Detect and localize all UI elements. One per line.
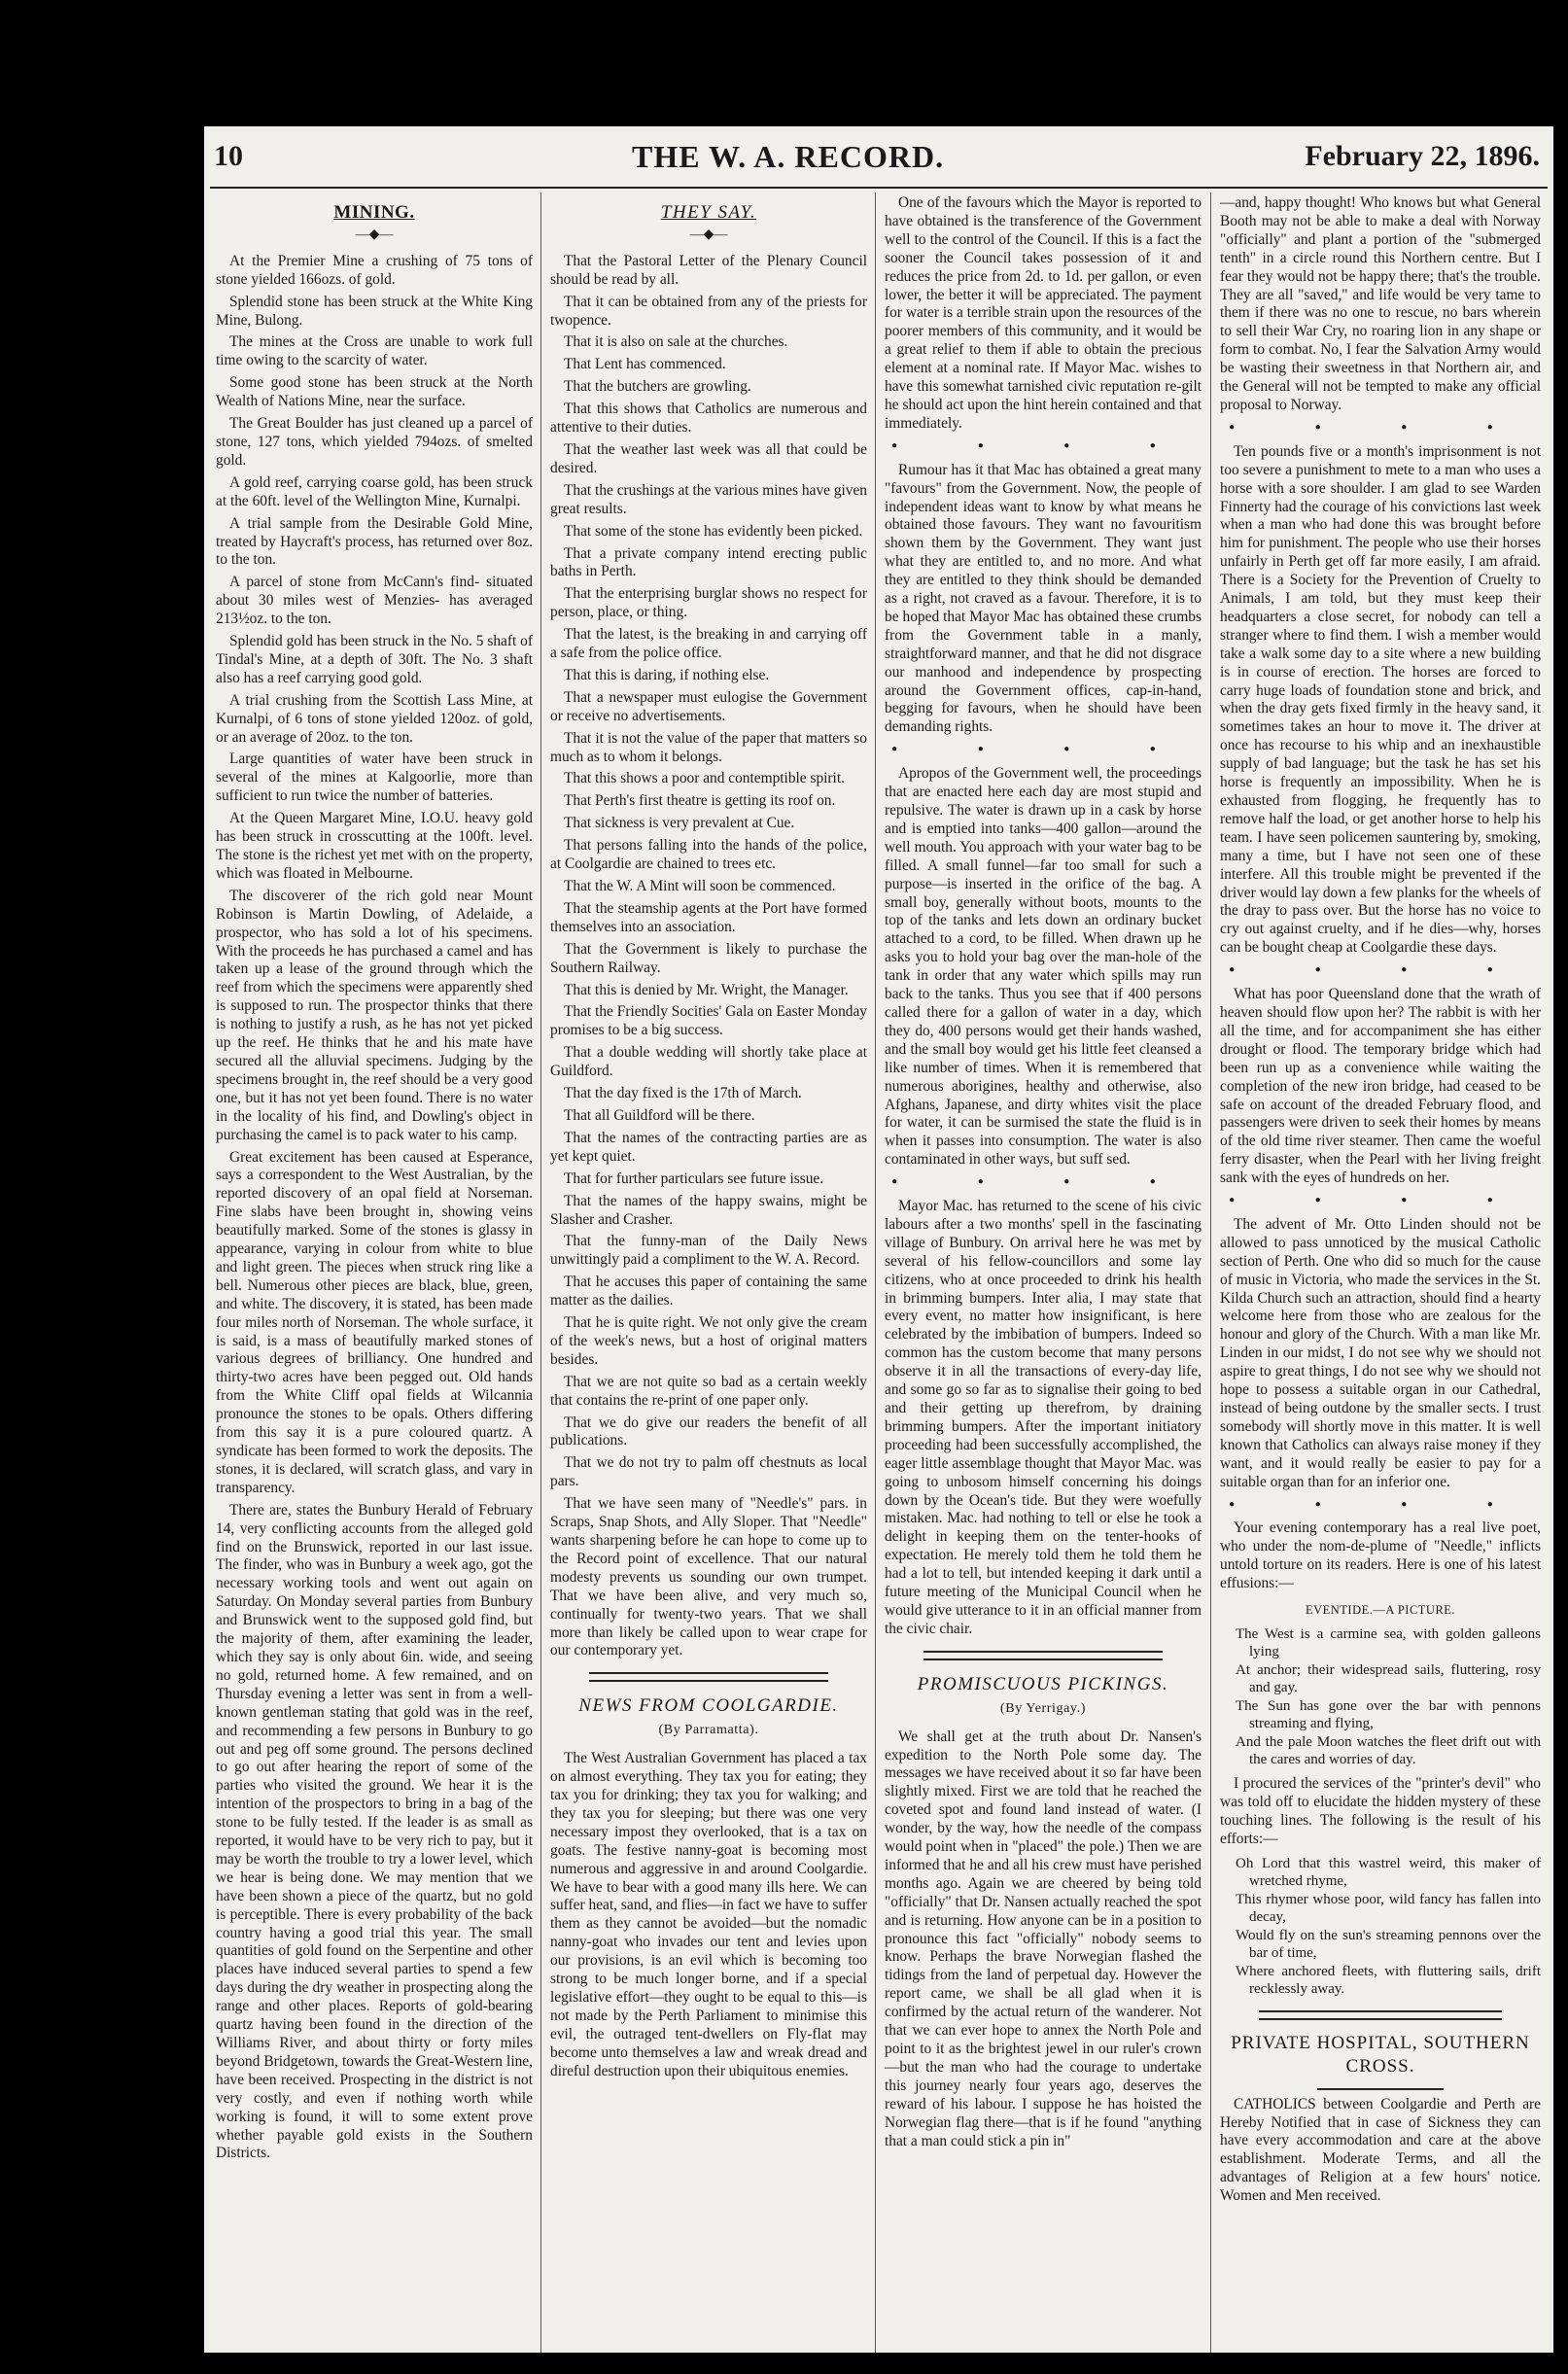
paragraph: That we have seen many of "Needle's" pars. in Scraps, Snap Shots, and Ally Sloper. That "Needle" wants sharpening before he can hope to come up to the Record point of excellence. That our natural modesty prevents us sounding our own trumpet. That we have been alive, and very much so, continually for twenty-two years. That we shall more than likely be called upon to wear crape for our contemporary yet. bbox=[550, 1495, 867, 1659]
paragraph: That the funny-man of the Daily News unwittingly paid a compliment to the W. A. Record. bbox=[550, 1233, 867, 1269]
ornament: —◆— bbox=[689, 227, 728, 242]
paragraph: Some good stone has been struck at the North Wealth of Nations Mine, near the surface. bbox=[216, 374, 533, 410]
paragraph: Great excitement has been caused at Esperance, says a correspondent to the West Australian, by the reported discovery of an opal field at Norseman. Fine slabs have been brought in, showing veins beautifully marked. Some of the stones is glassy in appearance, varying in colour from white to blue and light green. The pieces when struck ring like a bell. Numerous other pieces are black, blue, green, and white. The discovery, it is stated, has been made four miles north of Norseman. The whole surface, it is said, is a mass of beautifully marked stones of various degrees of brilliancy. One hundred and thirty-two acres have been pegged out. Old hands from the White Cliff opal fields at Wilcannia pronounce the stones to be opals. Others differing from this say it is a pure coloured quartz. A syndicate has been formed to work the deposits. The stones, it is declared, will scratch glass, and vary in transparency. bbox=[216, 1148, 533, 1496]
paragraph: That it is also on sale at the churches. bbox=[564, 333, 788, 351]
paragraph: Your evening contemporary has a real live poet, who under the nom-de-plume of "Needle," inflicts untold torture on its readers. Here is one of his latest effusions:— bbox=[1220, 1519, 1541, 1592]
paragraph: There are, states the Bunbury Herald of February 14, very conflicting accounts from the alleged gold find on the Brunswick, reported in our last issue. The finder, who was in Bunbury a week ago, got the necessary working tools and went out again on Saturday. On Monday several parties from Bunbury and Brunswick went to the supposed gold find, but the majority of them, after examining the leader, which they say is only about 6in. wide, and seeing no gold, returned home. A few remained, and on Thursday evening a letter was sent in from a well-known gentleman stating that gold was in the reef, and recommending a few persons in Bunbury to go out and peg off some ground. The persons declined to go out after hearing the report of some of the parties who visited the ground. We hear it is the intention of the prospectors to bring in a bag of the stone to be fully tested. If the leader is as small as reported, it would have to be very rich to pay, but it may be worth the trouble to try a lower level, which we hear is being done. We may mention that we have been shown a piece of the quartz, but no gold is perceptible. There is every probability of the back country having a good trial this year. The small quantities of gold found on the Serpentine and other places have induced several parties to spend a few days during the dry weather in prospecting along the range and other places. Reports of gold-bearing quartz having been found in the direction of the Williams River, and about thirty or forty miles beyond Bridgetown, towards the Great-Western line, have been received. Prospecting in the district is not very costly, and even if nothing worth while working is found, it will to some extent prove whether payable gold exists in the Southern Districts. bbox=[216, 1501, 533, 2162]
paragraph: That the crushings at the various mines have given great results. bbox=[550, 481, 867, 517]
paper-sheet bbox=[204, 126, 1553, 2353]
paragraph: What has poor Queensland done that the wrath of heaven should flow upon her? The rabbit is with her all the time, and for accompaniment she has either drought or flood. The temporary bridge which had been run up as a convenience while waiting the completion of the new iron bridge, had ceased to be safe on account of the dreaded February flood, and passengers were driven to seek their homes by means of the old time river steamer. Then came the woeful ferry disaster, when the Pearl with her living freight sank with the eyes of hundreds on her. bbox=[1220, 986, 1541, 1187]
paragraph: A trial sample from the Desirable Gold Mine, treated by Haycraft's process, has returned over 8oz. to the ton. bbox=[216, 514, 533, 569]
paragraph: Mayor Mac. has returned to the scene of his civic labours after a two months' spell in the fascinating village of Bunbury. On arrival here he was met by several of his fellow-councillors and some lay citizens, who at once proceeded to drink his health in brimming bumpers. Inter alia, I may state that every event, no matter how insignificant, is here celebrated by the imbibation of bumpers. Indeed so common has the custom become that many persons observe it in all the transactions of every-day life, and some go so far as to signalise their going to bed and their getting up therefrom, by draining brimming bumpers. After the important initiatory proceeding had been successfully accomplished, the eager little assemblage thought that Mayor Mac. was going to unbosom himself concerning his doings down by the Ocean's tide. But they were woefully mistaken. Mac. had nothing to tell or else he took a delight in keeping them on the tenter-hooks of expectation. He merely told them he told them he had a lot to tell, but intended keeping it dark until a future meeting of the Municipal Council when he would give utterance to it in an official manner from the civic chair. bbox=[885, 1198, 1202, 1637]
paragraph: That Perth's first theatre is getting its roof on. bbox=[564, 792, 836, 810]
paragraph: That the weather last week was all that could be desired. bbox=[550, 440, 867, 476]
section-stars: ● ● ● ● bbox=[891, 439, 1195, 451]
paragraph: The West Australian Government has placed a tax on almost everything. They tax you for eating; they tax you for drinking; they tax you for walking; and they tax you for sleeping; but there was one very necessary impost they overlooked, that is a tax on goats. The festive nanny-goat is becoming most numerous and aggressive in and around Coolgardie. We have to bear with a good many ills here. We can suffer heat, sand, and flies—in fact we have to suffer them as they cannot be avoided—but the nomadic nanny-goat who invades our tent and levies upon our provisions, is an evil which is becoming too strong to be much longer borne, and if a special legislative effort—they ought to be equal to this—is not made by the Perth Parliament to minimise this evil, the outraged tent-dwellers on Fly-flat may become unto themselves a law and wreak dread and direful destruction upon their ubiquitous enemies. bbox=[550, 1750, 867, 2079]
paragraph: That the steamship agents at the Port have formed themselves into an association. bbox=[550, 899, 867, 935]
paragraph: That he accuses this paper of containing the same matter as the dailies. bbox=[550, 1274, 867, 1309]
poem-line: Would fly on the sun's streaming pennons over the bar of time, bbox=[1236, 1927, 1541, 1962]
poem-line: Oh Lord that this wastrel weird, this maker of wretched rhyme, bbox=[1236, 1855, 1541, 1890]
paragraph: That this is denied by Mr. Wright, the Manager. bbox=[564, 981, 849, 998]
paragraph: That the day fixed is the 17th of March. bbox=[564, 1085, 802, 1102]
paragraph: The Great Boulder has just cleaned up a parcel of stone, 127 tons, which yielded 794ozs. of smelted gold. bbox=[216, 415, 533, 469]
byline: (By Yerrigay.) bbox=[1000, 1700, 1086, 1716]
section-rule bbox=[923, 1651, 1163, 1660]
poem-line: And the pale Moon watches the fleet drift out with the cares and worries of day. bbox=[1236, 1733, 1541, 1768]
paragraph: That this shows that Catholics are numerous and attentive to their duties. bbox=[550, 401, 867, 436]
paragraph: A trial crushing from the Scottish Lass Mine, at Kurnalpi, of 6 tons of stone yielded 120oz. of gold, or an average of 20oz. to the ton. bbox=[216, 691, 533, 746]
poem bbox=[1236, 1625, 1541, 1769]
section-heading-mining: MINING. bbox=[333, 202, 415, 223]
paragraph: That this is daring, if nothing else. bbox=[564, 666, 770, 683]
paragraph: That the butchers are growling. bbox=[564, 378, 751, 396]
ornament: —◆— bbox=[355, 227, 394, 242]
paragraph: At the Premier Mine a crushing of 75 tons of stone yielded 166ozs. of gold. bbox=[216, 252, 533, 288]
section-stars: ● ● ● ● bbox=[1229, 964, 1532, 976]
section-stars: ● ● ● ● bbox=[891, 1176, 1195, 1188]
paragraph: The advent of Mr. Otto Linden should not be allowed to pass unnoticed by the musical Catholic section of Perth. One who did so much for the cause of music in Victoria, who made the services in the St. Kilda Church such an attraction, should find a hearty welcome here from those who are zealous for the honour and glory of the Church. With a man like Mr. Linden in our midst, I do not see why we should not aspire to great things, I do not see why we should not hope to possess a suitable organ in our Cathedral, instead of being outdone by the smaller sects. I trust somebody will shortly move in this matter. It is well known that Catholics can always raise money if they want, and it would really be easier to pay for a suitable organ than for an inferior one. bbox=[1220, 1215, 1541, 1490]
paragraph: That the Friendly Socities' Gala on Easter Monday promises to be a big success. bbox=[550, 1003, 867, 1039]
they-say-body bbox=[550, 253, 867, 1661]
paragraph: At the Queen Margaret Mine, I.O.U. heavy gold has been struck in crosscutting at the 100ft. level. The stone is the richest yet met with on the property, which was floated in Melbourne. bbox=[216, 810, 533, 882]
paragraph: That we are not quite so bad as a certain weekly that contains the re-print of one paper only. bbox=[550, 1373, 867, 1409]
section-stars: ● ● ● ● bbox=[1229, 1195, 1532, 1206]
poem-line: The West is a carmine sea, with golden galleons lying bbox=[1236, 1625, 1541, 1660]
paragraph: Splendid gold has been struck in the No. 5 shaft of Tindal's Mine, at a depth of 30ft. The No. 3 shaft also has a reef carrying good gold. bbox=[216, 633, 533, 686]
paragraph: That a newspaper must eulogise the Government or receive no advertisements. bbox=[550, 688, 867, 724]
section-stars: ● ● ● ● bbox=[891, 744, 1195, 755]
column-divider bbox=[1210, 192, 1211, 2353]
header-rule bbox=[210, 187, 1548, 189]
section-stars: ● ● ● ● bbox=[1229, 1498, 1532, 1510]
paragraph: We shall get at the truth about Dr. Nansen's expedition to the North Pole some day. The messages we have received about it so far have been slightly mixed. First we are told that he reached the coveted spot and found land instead of water. (I wonder, by the way, how the needle of the compass would point when in "placed" the pole.) Then we are informed that he and all his crew must have perished months ago. Again we are cheered by being told "officially" that Dr. Nansen actually reached the spot and is returning. How anyone can be in a position to pronounce this fact "officially" nobody seems to know. Perhaps the brave Norwegian flashed the tidings from the land of perpetual day. However the report came, we shall be all glad when it is confirmed by the actual return of the wanderer. Not that we can ever hope to annex the North Pole and point to it as the brightest jewel in our ruler's crown—but the man who had the courage to undertake this journey nearly four years ago, deserves the reward of his labour. I suppose he has hoisted the Norwegian flag there—that is if he found "anything that a man could stick a pin in" bbox=[885, 1728, 1202, 2149]
paragraph: The mines at the Cross are unable to work full time owing to the scarcity of water. bbox=[216, 333, 533, 369]
paragraph: Large quantities of water have been struck in several of the mines at Kalgoorlie, more than sufficient to run twice the number of batteries. bbox=[216, 751, 533, 805]
column-divider bbox=[540, 192, 541, 2353]
poem-line: This rhymer whose poor, wild fancy has fallen into decay, bbox=[1236, 1891, 1541, 1926]
paragraph: —and, happy thought! Who knows but what General Booth may not be able to make a deal with Norway "officially" and plant a portion of the "submerged tenth" in a circle round this Northern centre. But I fear they would not be happy there; that's the trouble. They are all "saved," and life would be very tame to them if there was no one to rescue, no bars wherein to sell their War Cry, no roaring lion in any shape or form to combat. No, I fear the Salvation Army would be wasting their sweetness in that Northern air, and the General will not be tempted to make any official proposal to Norway. bbox=[1220, 194, 1541, 413]
paragraph: A parcel of stone from McCann's find- situated about 30 miles west of Menzies- has averaged 213½oz. to the ton. bbox=[216, 574, 533, 628]
paragraph: That this shows a poor and contemptible spirit. bbox=[564, 770, 845, 787]
paragraph: That sickness is very prevalent at Cue. bbox=[564, 815, 795, 832]
paragraph: That some of the stone has evidently been picked. bbox=[564, 522, 863, 540]
paragraph: CATHOLICS between Coolgardie and Perth are Hereby Notified that in case of Sickness they can have every accommodation and care at the above establishment. Moderate Terms, and all the advantages of Religion at a few hours' notice. Women and Men received. bbox=[1220, 2095, 1541, 2205]
paragraph: That a double wedding will shortly take place at Guildford. bbox=[550, 1044, 867, 1080]
paragraph: That for further particulars see future issue. bbox=[564, 1170, 824, 1187]
poem-line: Where anchored fleets, with fluttering sails, drift recklessly away. bbox=[1236, 1963, 1541, 1998]
masthead: THE W. A. RECORD. bbox=[632, 139, 945, 174]
column-2 bbox=[550, 194, 867, 2343]
section-rule bbox=[1259, 2010, 1502, 2020]
section-heading-promiscuous-pickings: PROMISCUOUS PICKINGS. bbox=[917, 1673, 1169, 1694]
paragraph: That the enterprising burglar shows no respect for person, place, or thing. bbox=[550, 585, 867, 621]
paragraph: That the Government is likely to purchase the Southern Railway. bbox=[550, 940, 867, 976]
paragraph: Splendid stone has been struck at the White King Mine, Bulong. bbox=[216, 293, 533, 329]
paragraph: That it can be obtained from any of the priests for twopence. bbox=[550, 293, 867, 329]
paragraph: I procured the services of the "printer's devil" who was told off to elucidate the hidden mystery of these touching lines. The following is the result of his efforts:— bbox=[1220, 1774, 1541, 1847]
paragraph: Ten pounds five or a month's imprisonment is not too severe a punishment to mete to a man who uses a horse with a sore shoulder. I am glad to see Warden Finnerty had the courage of his convictions last week when a man who had done this was brought before him for punishment. The people who use their horses unfairly in Perth get off far more easily, I am afraid. There is a Society for the Prevention of Cruelty to Animals, I am told, but they must keep their headquarters a close secret, for nobody can tell a stranger where to find them. I wish a member would take a walk some day to a site where a new building is in course of erection. The horses are forced to carry huge loads of foundation stone and brick, and when the dray gets fixed firmly in the heavy sand, it sometimes takes an hour to move it. The driver at once has recourse to his whip and an inexhaustible supply of bad language; but the task he has set his horse is frequently an impossibility. When he is exhausted from flogging, he frequently has to remove half the load, or get another horse to help his team. I have seen policemen sauntering by, smoking, many a time, but I have not seen one of these interfere. All this trouble might be prevented if the driver would lay down a few planks for the wheels of the dray to pass over. But the horse has no voice to cry out against cruelty, and if he dies—why, horses can be bought cheap at Coolgardie these days. bbox=[1220, 442, 1541, 957]
paragraph: That the names of the happy swains, might be Slasher and Crasher. bbox=[550, 1192, 867, 1228]
paragraph: The discoverer of the rich gold near Mount Robinson is Martin Dowling, of Adelaide, a prospector, who has sold a lot of his specimens. With the proceeds he has purchased a camel and has taken up a lease of the ground through which the reef from which the specimens were apparently shed is supposed to run. The prospector thinks that there is nothing to justify a rush, as he has not yet picked up the reef. He thinks that he and his mate have secured all the alluvial specimens. Judging by the specimens brought in, the reef should be a very good one, but it has not yet been found. There is no water in the locality of his find, and Dowling's object in purchasing the camel is to pack water to his camp. bbox=[216, 887, 533, 1143]
section-rule bbox=[589, 1672, 828, 1682]
paragraph: That the Pastoral Letter of the Plenary Council should be read by all. bbox=[550, 252, 867, 288]
page-number: 10 bbox=[214, 140, 243, 172]
paragraph: That it is not the value of the paper that matters so much as to whom it belongs. bbox=[550, 729, 867, 765]
section-heading-they-say: THEY SAY. bbox=[660, 202, 757, 223]
column-1 bbox=[216, 194, 533, 2343]
paragraph: That the latest, is the breaking in and carrying off a safe from the police office. bbox=[550, 626, 867, 662]
paragraph: That we do not try to palm off chestnuts as local pars. bbox=[550, 1454, 867, 1490]
column-divider bbox=[875, 192, 876, 2353]
paragraph: That Lent has commenced. bbox=[564, 356, 726, 373]
section-heading-news-from-coolgardie: NEWS FROM COOLGARDIE. bbox=[578, 1695, 839, 1717]
paragraph: Apropos of the Government well, the proceedings that are enacted here each day are most stupid and repulsive. The water is drawn up in a cask by horse and is emptied into tanks—400 gallon—around the well mouth. You approach with your water bag to be filled. A small funnel—far too small for such a purpose—is inserted in the orifice of the bag. A small boy, generally without boots, mounts to the top of the tanks and lets down an ordinary bucket attached to a cord, to be filled. When drawn up he asks you to hold your bag over the man-hole of the tank in order that any water which spills may run back to the tanks. Thus you see that if 400 persons called there for a gallon of water in a day, which they do, 400 persons would get their hands washed, and the small boy would get his little feet cleansed a like number of times. When it is remembered that numerous aborigines, healthy and otherwise, also Afghans, Japanese, and dirty whites visit the place for water, it can be surmised the state the fluid is in when it passes into consumption. The water is also contaminated in other ways, but suff sed. bbox=[885, 765, 1202, 1169]
poem bbox=[1236, 1855, 1541, 1999]
poem-line: The Sun has gone over the bar with pennons streaming and flying, bbox=[1236, 1697, 1541, 1732]
poem-line: At anchor; their widespread sails, fluttering, rosy and gay. bbox=[1236, 1661, 1541, 1696]
mining-body bbox=[216, 253, 533, 2164]
paragraph: One of the favours which the Mayor is reported to have obtained is the transference of the Government well to the control of the Council. If this is a fact the sooner the Council takes possession of it and reduces the price from 2d. to 1d. per gallon, or even lower, the better it will be appreciated. The payment for water is a terrible strain upon the resources of the poorer members of this community, and it would be a great relief to them if able to obtain the precious element at a nominal rate. If Mayor Mac. wishes to have this somewhat tarnished civic reputation re-gilt he should act upon the hint herein contained and that immediately. bbox=[885, 194, 1202, 432]
section-rule bbox=[1317, 2088, 1444, 2092]
paragraph: That persons falling into the hands of the police, at Coolgardie are chained to trees etc. bbox=[550, 837, 867, 873]
byline: (By Parramatta). bbox=[658, 1723, 759, 1738]
column-3 bbox=[885, 194, 1202, 2343]
paragraph: That he is quite right. We not only give the cream of the week's news, but a host of original matters besides. bbox=[550, 1314, 867, 1368]
paragraph: That all Guildford will be there. bbox=[564, 1106, 755, 1124]
section-stars: ● ● ● ● bbox=[1229, 421, 1532, 433]
paragraph: That we do give our readers the benefit of all publications. bbox=[550, 1414, 867, 1449]
paragraph: That the W. A Mint will soon be commenced. bbox=[564, 878, 836, 894]
paragraph: That the names of the contracting parties are as yet kept quiet. bbox=[550, 1129, 867, 1165]
paragraph: That a private company intend erecting public baths in Perth. bbox=[550, 544, 867, 580]
column-4 bbox=[1220, 194, 1541, 2343]
poem-title: EVENTIDE.—A PICTURE. bbox=[1305, 1603, 1456, 1618]
paragraph: Rumour has it that Mac has obtained a great many "favours" from the Government. Now, the people of independent ideas want to know by what means he obtained those favours. They want no favouritism shown them by the Government. They want just what they are entitled to, and no more. And what they are entitled to they think should be demanded as a right, not craved as a favour. Therefore, it is to be hoped that Mayor Mac has obtained these crumbs from the Government table in a manly, straightforward manner, and that he did not disgrace our manhood and independence by prospecting around the Government offices, cap-in-hand, begging for favours, when he should have been demanding rights. bbox=[885, 461, 1202, 736]
advert-title: PRIVATE HOSPITAL, SOUTHERN CROSS. bbox=[1231, 2032, 1530, 2077]
issue-date: February 22, 1896. bbox=[1305, 140, 1540, 172]
paragraph: A gold reef, carrying coarse gold, has been struck at the 60ft. level of the Wellington Mine, Kurnalpi. bbox=[216, 473, 533, 509]
